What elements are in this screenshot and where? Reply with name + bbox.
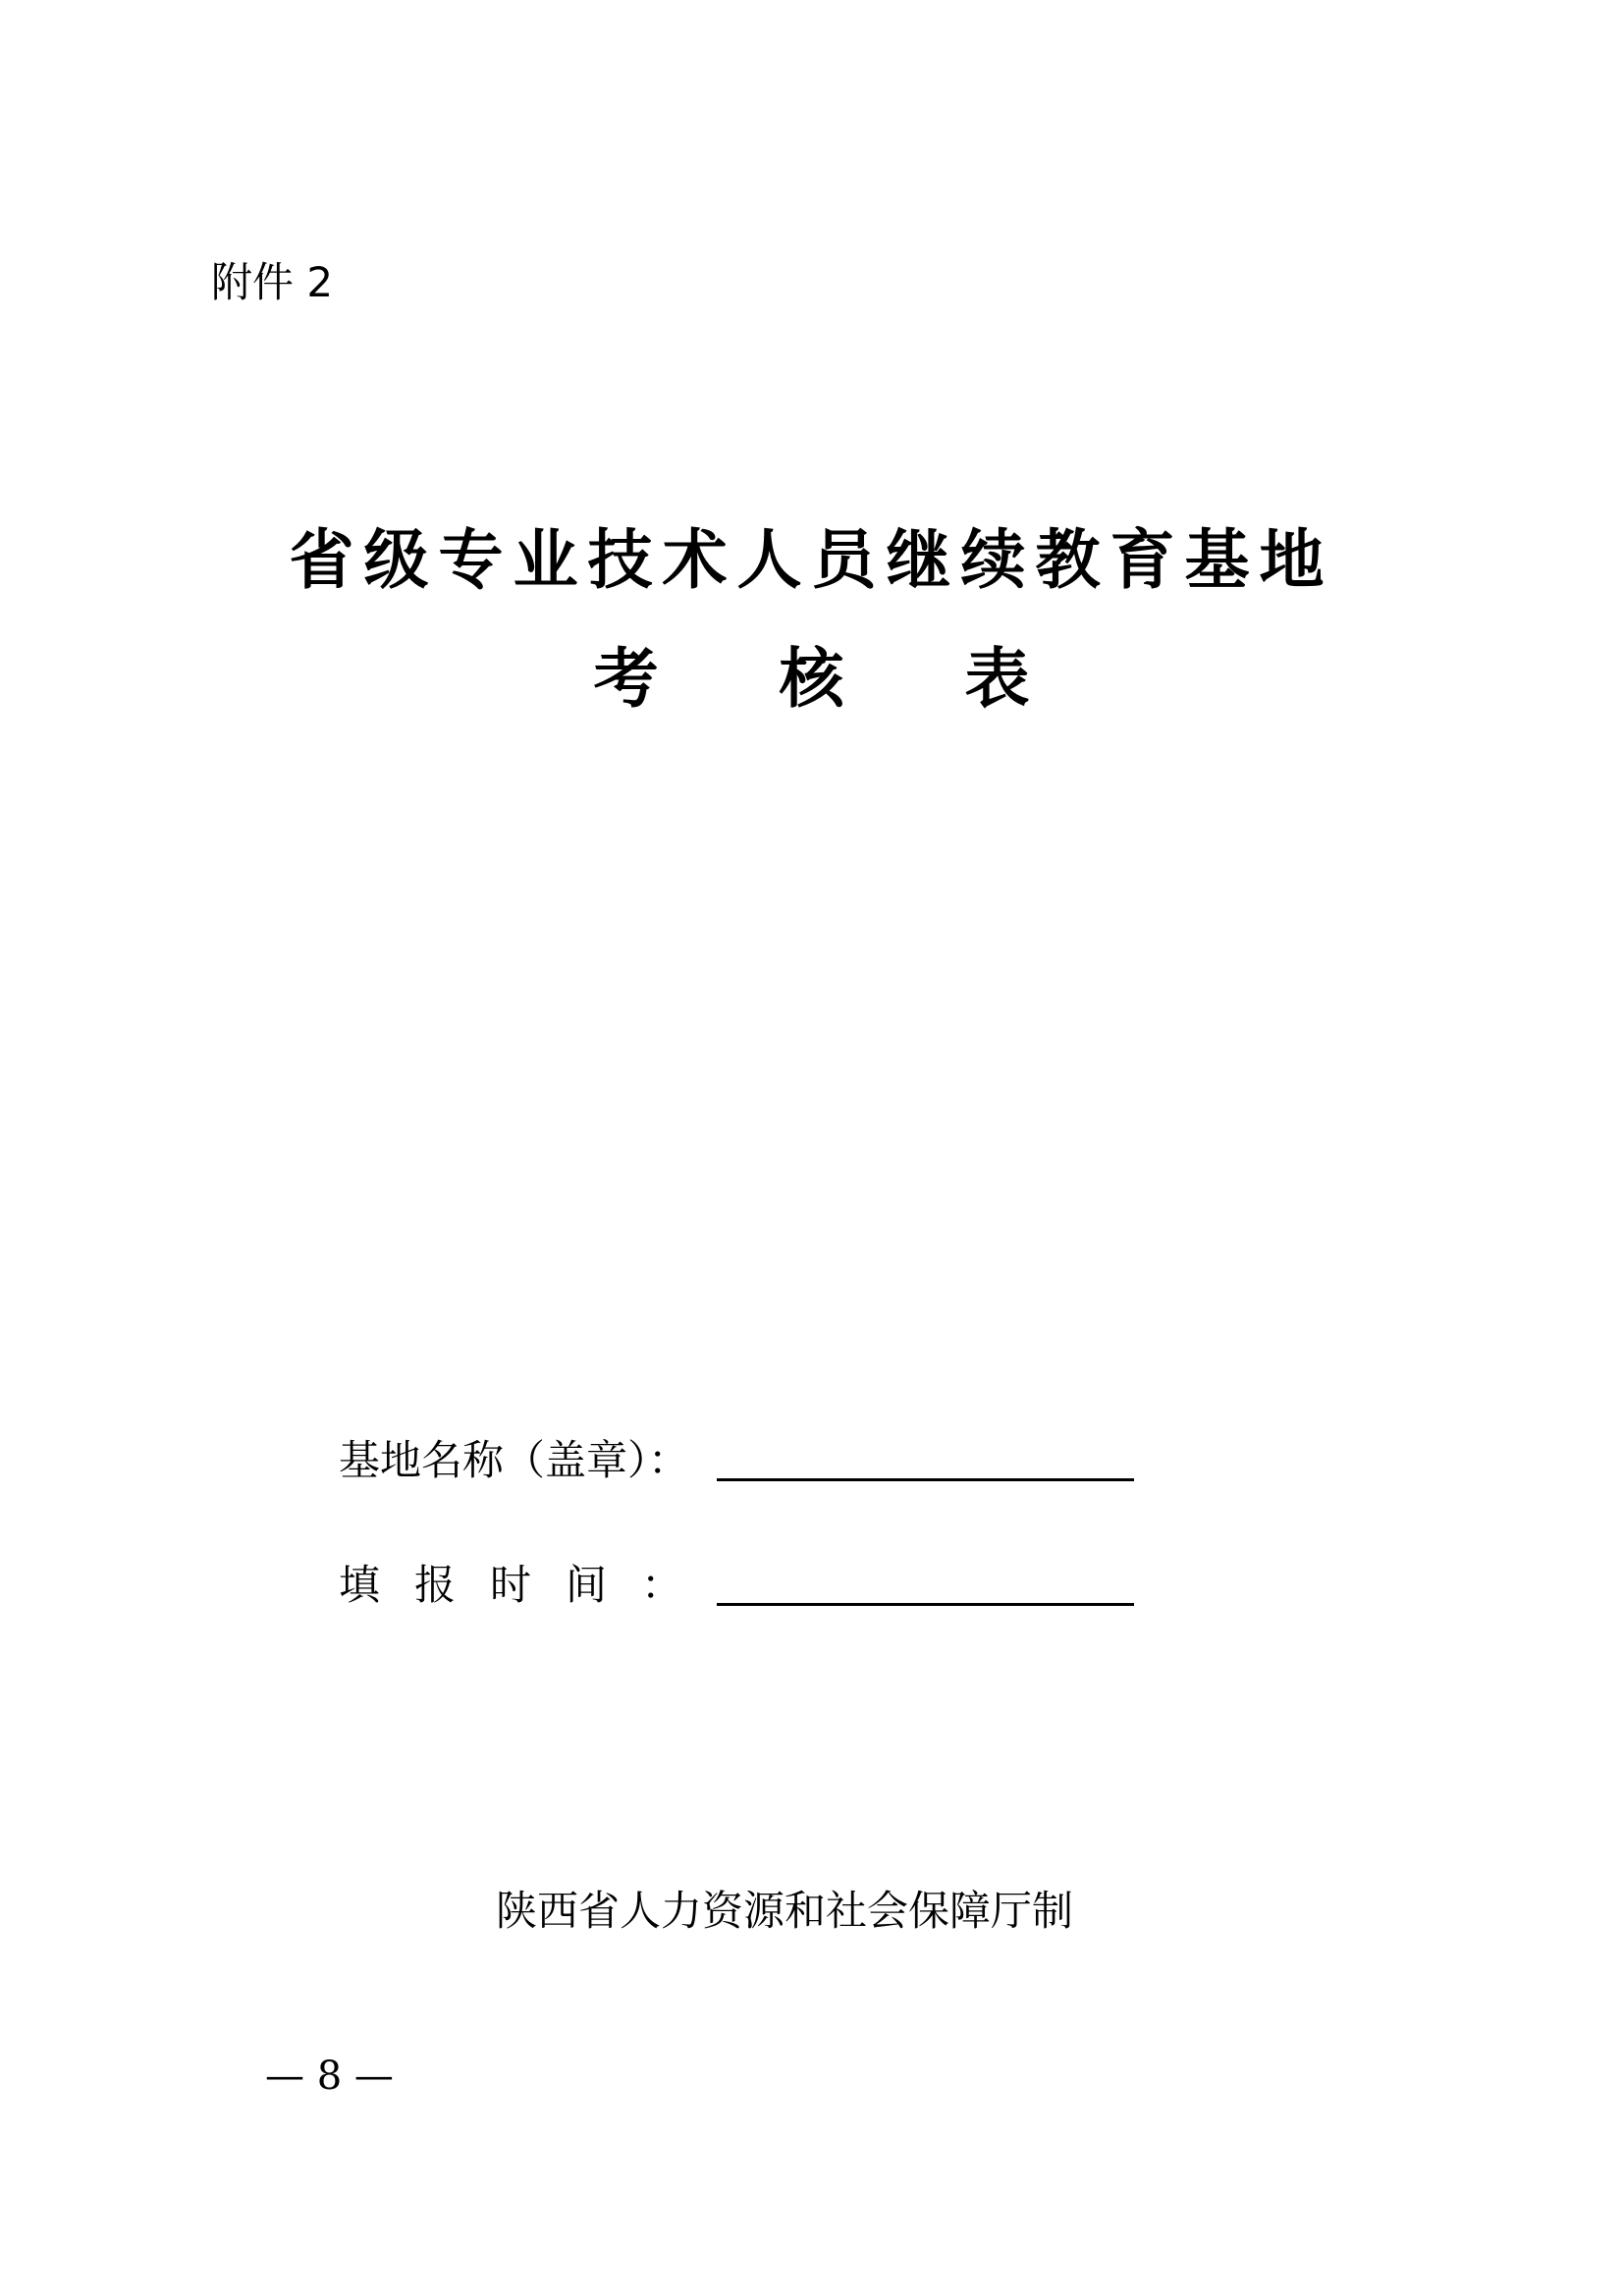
document-title: 省级专业技术人员继续教育基地 — [289, 521, 1334, 598]
document-subtitle: 考 核 表 — [593, 640, 1079, 717]
fill-date-label: 填报时间： — [339, 1561, 718, 1609]
base-name-blank-line — [717, 1478, 1134, 1481]
base-name-label: 基地名称（盖章）： — [339, 1436, 690, 1484]
page-number: — 8 — — [265, 2054, 394, 2099]
fill-date-blank-line — [717, 1603, 1134, 1606]
attachment-label: 附件 2 — [211, 258, 334, 306]
issuing-authority: 陕西省人力资源和社会保障厅制 — [496, 1887, 1074, 1935]
